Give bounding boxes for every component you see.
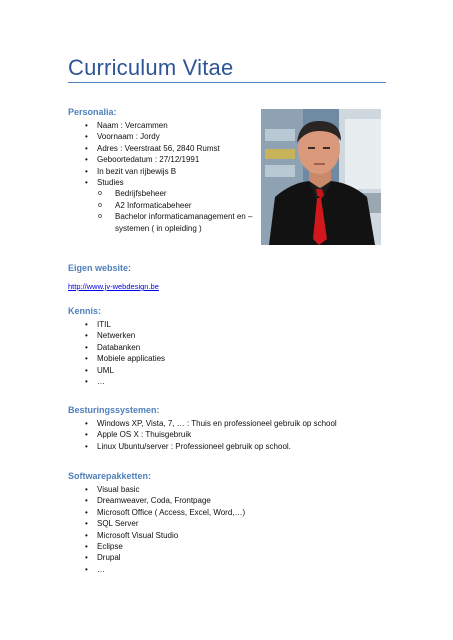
title-rule bbox=[68, 82, 386, 83]
personalia-list bbox=[68, 120, 267, 234]
kennis-item: • Netwerken bbox=[68, 330, 165, 341]
website-link[interactable]: http://www.jv-webdesign.be bbox=[68, 282, 159, 291]
kennis-heading: Kennis: bbox=[68, 306, 102, 316]
kennis-item: • ITIL bbox=[68, 319, 165, 330]
kennis-item: • … bbox=[68, 376, 165, 387]
software-item: • Dreamweaver, Coda, Frontpage bbox=[68, 495, 245, 506]
kennis-item: • Databanken bbox=[68, 342, 165, 353]
kennis-section bbox=[68, 306, 165, 387]
website-heading: Eigen website: bbox=[68, 263, 132, 273]
besturingssystemen-section bbox=[68, 405, 337, 452]
besturingssystemen-list bbox=[68, 418, 337, 452]
softwarepakketten-list bbox=[68, 484, 245, 575]
software-item: • Microsoft Office ( Access, Excel, Word,…) bbox=[68, 507, 245, 518]
personalia-item-license: • In bezit van rijbewijs B bbox=[68, 166, 267, 177]
personalia-item-name: • Naam : Vercammen bbox=[68, 120, 267, 131]
kennis-item: • UML bbox=[68, 365, 165, 376]
software-item: • Microsoft Visual Studio bbox=[68, 530, 245, 541]
personalia-item-firstname: • Voornaam : Jordy bbox=[68, 131, 267, 142]
personalia-heading: Personalia: bbox=[68, 107, 117, 117]
profile-photo bbox=[261, 109, 381, 245]
softwarepakketten-heading: Softwarepakketten: bbox=[68, 471, 152, 481]
portrait-image bbox=[261, 109, 381, 245]
software-item: • Drupal bbox=[68, 552, 245, 563]
website-section bbox=[68, 263, 159, 294]
kennis-list bbox=[68, 319, 165, 387]
studies-list bbox=[97, 188, 267, 234]
study-item: o A2 Informaticabeheer bbox=[97, 200, 267, 211]
personalia-section bbox=[68, 107, 267, 234]
software-item: • SQL Server bbox=[68, 518, 245, 529]
studies-label: Studies bbox=[97, 178, 124, 188]
os-item: • Windows XP, Vista, 7, … : Thuis en professioneel gebruik op school bbox=[68, 418, 337, 429]
study-item: o Bedrijfsbeheer bbox=[97, 188, 267, 199]
besturingssystemen-heading: Besturingssystemen: bbox=[68, 405, 160, 415]
software-item: • Eclipse bbox=[68, 541, 245, 552]
page-title: Curriculum Vitae bbox=[68, 55, 234, 80]
study-item: o Bachelor informaticamanagement en – systemen ( in opleiding ) bbox=[97, 211, 267, 234]
personalia-item-studies bbox=[68, 177, 267, 234]
os-item: • Linux Ubuntu/server : Professioneel gebruik op school. bbox=[68, 441, 337, 452]
kennis-item: • Mobiele applicaties bbox=[68, 353, 165, 364]
software-item: • … bbox=[68, 564, 245, 575]
personalia-item-address: • Adres : Veerstraat 56, 2840 Rumst bbox=[68, 143, 267, 154]
softwarepakketten-section bbox=[68, 471, 245, 575]
personalia-item-birthdate: • Geboortedatum : 27/12/1991 bbox=[68, 154, 267, 165]
os-item: • Apple OS X : Thuisgebruik bbox=[68, 429, 337, 440]
software-item: • Visual basic bbox=[68, 484, 245, 495]
